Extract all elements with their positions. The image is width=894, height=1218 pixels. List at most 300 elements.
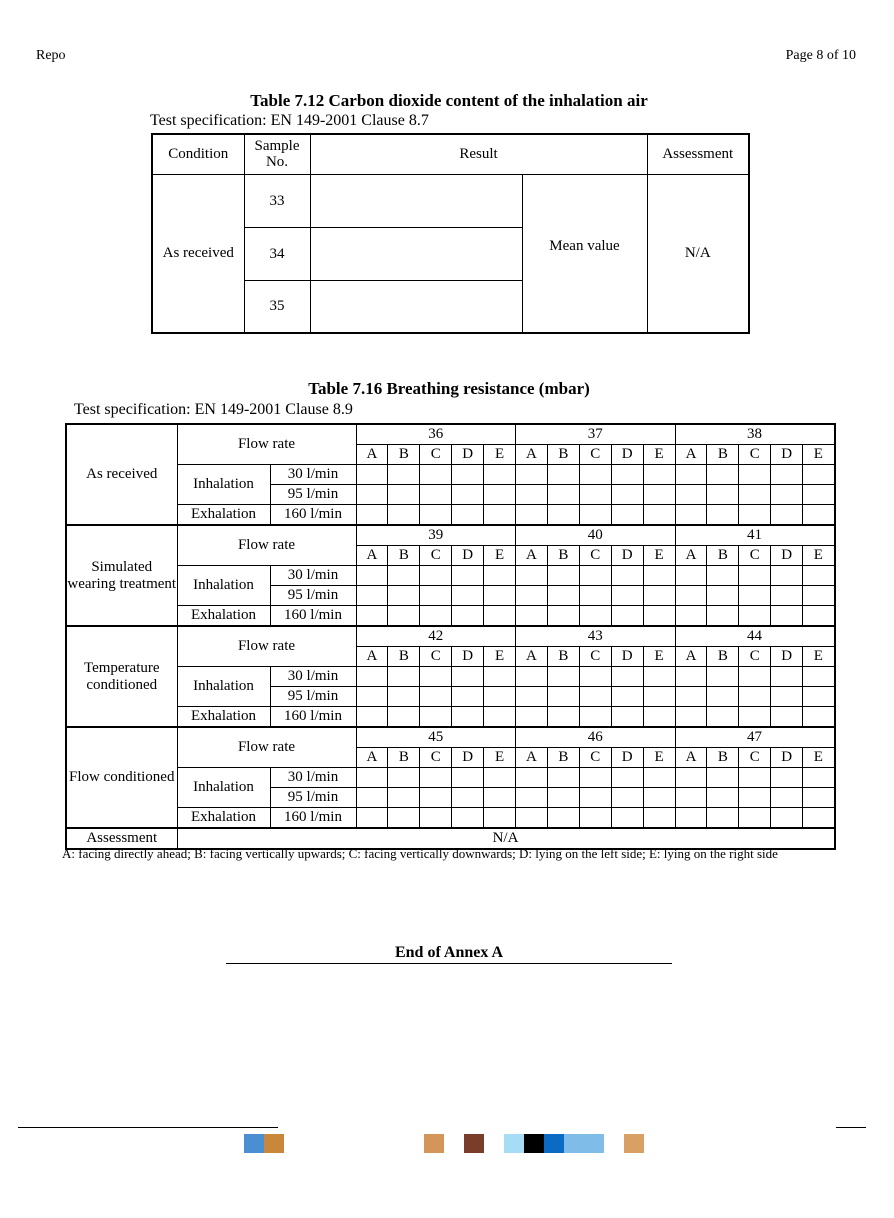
flow-rate-value: 30 l/min xyxy=(270,667,356,687)
assessment-label: Assessment xyxy=(66,828,177,849)
result-cell xyxy=(803,768,835,788)
result-cell xyxy=(516,707,548,728)
result-cell xyxy=(310,174,522,227)
result-cell xyxy=(739,768,771,788)
result-cell xyxy=(310,227,522,280)
position-letter: D xyxy=(611,445,643,465)
sample-number: 45 xyxy=(356,727,516,748)
result-cell xyxy=(516,566,548,586)
position-letter: A xyxy=(675,445,707,465)
position-letter: A xyxy=(516,445,548,465)
result-cell xyxy=(771,788,803,808)
result-cell xyxy=(452,788,484,808)
result-cell xyxy=(420,768,452,788)
result-cell xyxy=(707,566,739,586)
exhalation-label: Exhalation xyxy=(177,606,270,627)
result-cell xyxy=(579,586,611,606)
result-cell xyxy=(579,788,611,808)
result-cell xyxy=(484,606,516,627)
result-cell xyxy=(356,465,388,485)
result-cell xyxy=(707,465,739,485)
exhalation-label: Exhalation xyxy=(177,808,270,829)
result-cell xyxy=(452,687,484,707)
result-cell xyxy=(803,505,835,526)
position-letter: D xyxy=(452,647,484,667)
position-letter: B xyxy=(547,445,579,465)
result-cell xyxy=(707,485,739,505)
result-cell xyxy=(452,667,484,687)
result-cell xyxy=(579,465,611,485)
position-letter: E xyxy=(803,748,835,768)
result-cell xyxy=(484,586,516,606)
result-cell xyxy=(739,465,771,485)
result-cell xyxy=(547,566,579,586)
result-cell xyxy=(356,485,388,505)
flow-rate-value: 160 l/min xyxy=(270,505,356,526)
sample-cell: 33 xyxy=(244,174,310,227)
result-cell xyxy=(611,566,643,586)
result-cell xyxy=(771,808,803,829)
result-cell xyxy=(388,788,420,808)
result-cell xyxy=(611,687,643,707)
result-cell xyxy=(452,808,484,829)
result-cell xyxy=(675,566,707,586)
position-letter: A xyxy=(356,546,388,566)
result-cell xyxy=(675,707,707,728)
result-cell xyxy=(771,586,803,606)
result-cell xyxy=(771,566,803,586)
position-letter: B xyxy=(547,546,579,566)
result-cell xyxy=(356,808,388,829)
result-cell xyxy=(643,808,675,829)
result-cell xyxy=(452,465,484,485)
position-letter: D xyxy=(771,748,803,768)
result-cell xyxy=(484,667,516,687)
result-cell xyxy=(739,667,771,687)
result-cell xyxy=(388,586,420,606)
result-cell xyxy=(771,707,803,728)
result-cell xyxy=(611,485,643,505)
result-cell xyxy=(579,566,611,586)
flow-rate-label: Flow rate xyxy=(177,626,356,667)
result-cell xyxy=(420,586,452,606)
result-cell xyxy=(484,485,516,505)
result-cell xyxy=(771,606,803,627)
sample-number: 36 xyxy=(356,424,516,445)
result-cell xyxy=(547,465,579,485)
result-cell xyxy=(547,687,579,707)
position-letter: B xyxy=(547,647,579,667)
position-letter: A xyxy=(516,546,548,566)
assessment-cell: N/A xyxy=(647,174,749,333)
result-cell xyxy=(356,586,388,606)
position-letter: D xyxy=(452,748,484,768)
result-cell xyxy=(611,808,643,829)
position-letter: C xyxy=(420,647,452,667)
result-cell xyxy=(420,566,452,586)
result-cell xyxy=(771,505,803,526)
position-letter: B xyxy=(547,748,579,768)
result-cell xyxy=(707,667,739,687)
position-letter: A xyxy=(675,647,707,667)
result-cell xyxy=(356,505,388,526)
flow-rate-value: 95 l/min xyxy=(270,586,356,606)
sample-number: 42 xyxy=(356,626,516,647)
result-cell xyxy=(452,586,484,606)
result-cell xyxy=(675,606,707,627)
result-cell xyxy=(356,788,388,808)
result-cell xyxy=(452,606,484,627)
position-letter: C xyxy=(579,445,611,465)
position-letter: E xyxy=(484,445,516,465)
result-cell xyxy=(675,485,707,505)
result-cell xyxy=(420,788,452,808)
result-cell xyxy=(643,788,675,808)
result-cell xyxy=(388,808,420,829)
position-letter: E xyxy=(803,546,835,566)
position-letter: D xyxy=(452,445,484,465)
table-7-12-caption: Table 7.12 Carbon dioxide content of the inhalation air xyxy=(250,91,648,110)
sample-number: 47 xyxy=(675,727,834,748)
result-cell xyxy=(643,586,675,606)
result-cell xyxy=(771,687,803,707)
position-letter: C xyxy=(579,748,611,768)
result-cell xyxy=(547,485,579,505)
result-cell xyxy=(739,485,771,505)
position-letter: C xyxy=(420,445,452,465)
result-cell xyxy=(611,768,643,788)
result-cell xyxy=(516,505,548,526)
result-cell xyxy=(643,606,675,627)
result-cell xyxy=(356,606,388,627)
flow-rate-value: 30 l/min xyxy=(270,465,356,485)
result-cell xyxy=(579,505,611,526)
position-letter: E xyxy=(643,748,675,768)
result-cell xyxy=(452,707,484,728)
result-cell xyxy=(611,505,643,526)
position-letter: E xyxy=(484,546,516,566)
result-cell xyxy=(611,606,643,627)
result-cell xyxy=(388,768,420,788)
header-assessment: Assessment xyxy=(647,134,749,174)
flow-rate-value: 95 l/min xyxy=(270,687,356,707)
result-cell xyxy=(547,808,579,829)
position-letter: E xyxy=(484,748,516,768)
inhalation-label: Inhalation xyxy=(177,465,270,505)
position-letter: B xyxy=(707,445,739,465)
inhalation-label: Inhalation xyxy=(177,667,270,707)
color-block xyxy=(624,1134,644,1153)
position-letter: D xyxy=(771,647,803,667)
assessment-value: N/A xyxy=(177,828,835,849)
position-letter: A xyxy=(516,748,548,768)
result-cell xyxy=(675,667,707,687)
flow-rate-value: 160 l/min xyxy=(270,707,356,728)
page-number: Page 8 of 10 xyxy=(785,48,856,63)
result-cell xyxy=(643,687,675,707)
position-letter: A xyxy=(356,748,388,768)
result-cell xyxy=(611,707,643,728)
table-7-16-caption: Table 7.16 Breathing resistance (mbar) xyxy=(308,379,590,398)
sample-cell: 35 xyxy=(244,280,310,333)
sample-number: 43 xyxy=(516,626,676,647)
result-cell xyxy=(579,606,611,627)
position-letter: E xyxy=(484,647,516,667)
result-cell xyxy=(547,586,579,606)
result-cell xyxy=(484,707,516,728)
position-letter: E xyxy=(803,445,835,465)
position-letter: B xyxy=(707,647,739,667)
result-cell xyxy=(771,485,803,505)
header-condition: Condition xyxy=(152,134,244,174)
sample-number: 41 xyxy=(675,525,834,546)
result-cell xyxy=(803,485,835,505)
result-cell xyxy=(310,280,522,333)
result-cell xyxy=(675,687,707,707)
result-cell xyxy=(803,566,835,586)
result-cell xyxy=(420,505,452,526)
result-cell xyxy=(388,505,420,526)
position-letter: A xyxy=(516,647,548,667)
result-cell xyxy=(675,465,707,485)
result-cell xyxy=(516,687,548,707)
result-cell xyxy=(707,768,739,788)
result-cell xyxy=(547,606,579,627)
result-cell xyxy=(356,667,388,687)
color-block xyxy=(244,1134,264,1153)
position-letter: E xyxy=(643,546,675,566)
header-result: Result xyxy=(310,134,647,174)
result-cell xyxy=(771,667,803,687)
flow-rate-value: 30 l/min xyxy=(270,768,356,788)
end-of-annex: End of Annex A xyxy=(226,944,672,964)
result-cell xyxy=(484,687,516,707)
position-letter: D xyxy=(452,546,484,566)
sample-number: 46 xyxy=(516,727,676,748)
result-cell xyxy=(643,566,675,586)
result-cell xyxy=(675,586,707,606)
position-letter: C xyxy=(579,546,611,566)
result-cell xyxy=(803,687,835,707)
position-letter: C xyxy=(420,546,452,566)
result-cell xyxy=(484,505,516,526)
color-block xyxy=(544,1134,564,1153)
header-sample-no: Sample No. xyxy=(244,134,310,174)
footer-rule-right xyxy=(836,1127,866,1128)
result-cell xyxy=(484,566,516,586)
position-letter: D xyxy=(771,445,803,465)
result-cell xyxy=(388,465,420,485)
position-letter: C xyxy=(739,748,771,768)
result-cell xyxy=(611,586,643,606)
result-cell xyxy=(420,687,452,707)
result-cell xyxy=(452,505,484,526)
result-cell xyxy=(484,768,516,788)
result-cell xyxy=(516,788,548,808)
result-cell xyxy=(643,768,675,788)
footer-rule-left xyxy=(18,1127,278,1128)
result-cell xyxy=(420,667,452,687)
position-letter: C xyxy=(420,748,452,768)
result-cell xyxy=(803,808,835,829)
position-letter: C xyxy=(579,647,611,667)
position-letter: B xyxy=(388,445,420,465)
table-7-12-spec: Test specification: EN 149-2001 Clause 8.7 xyxy=(150,112,429,129)
sample-number: 44 xyxy=(675,626,834,647)
result-cell xyxy=(803,586,835,606)
result-cell xyxy=(388,707,420,728)
result-cell xyxy=(516,667,548,687)
position-letter: D xyxy=(611,546,643,566)
sample-number: 39 xyxy=(356,525,516,546)
result-cell xyxy=(579,808,611,829)
result-cell xyxy=(579,768,611,788)
result-cell xyxy=(516,808,548,829)
flow-rate-value: 95 l/min xyxy=(270,485,356,505)
result-cell xyxy=(579,667,611,687)
result-cell xyxy=(547,667,579,687)
result-cell xyxy=(356,707,388,728)
result-cell xyxy=(420,606,452,627)
position-letter: E xyxy=(803,647,835,667)
result-cell xyxy=(803,465,835,485)
result-cell xyxy=(420,808,452,829)
condition-cell: Simulated wearing treatment xyxy=(66,525,177,626)
position-letter: E xyxy=(643,647,675,667)
mean-value-cell: Mean value xyxy=(522,174,647,333)
position-letter: D xyxy=(611,647,643,667)
position-letter: C xyxy=(739,445,771,465)
color-block xyxy=(584,1134,604,1153)
color-block xyxy=(524,1134,544,1153)
result-cell xyxy=(356,566,388,586)
result-cell xyxy=(643,667,675,687)
result-cell xyxy=(516,586,548,606)
table-7-16-spec: Test specification: EN 149-2001 Clause 8.9 xyxy=(74,401,353,418)
result-cell xyxy=(388,566,420,586)
result-cell xyxy=(388,485,420,505)
flow-rate-value: 95 l/min xyxy=(270,788,356,808)
result-cell xyxy=(707,606,739,627)
result-cell xyxy=(611,667,643,687)
result-cell xyxy=(420,485,452,505)
exhalation-label: Exhalation xyxy=(177,707,270,728)
result-cell xyxy=(803,606,835,627)
result-cell xyxy=(452,566,484,586)
result-cell xyxy=(803,788,835,808)
result-cell xyxy=(516,465,548,485)
result-cell xyxy=(516,485,548,505)
position-letter: A xyxy=(675,748,707,768)
condition-cell: Flow conditioned xyxy=(66,727,177,828)
result-cell xyxy=(611,788,643,808)
result-cell xyxy=(516,606,548,627)
flow-rate-value: 160 l/min xyxy=(270,808,356,829)
result-cell xyxy=(707,707,739,728)
color-block xyxy=(464,1134,484,1153)
position-letter: A xyxy=(356,445,388,465)
color-block xyxy=(424,1134,444,1153)
result-cell xyxy=(675,768,707,788)
co2-content-table xyxy=(151,133,750,334)
result-cell xyxy=(707,505,739,526)
result-cell xyxy=(675,788,707,808)
result-cell xyxy=(771,465,803,485)
result-cell xyxy=(420,465,452,485)
result-cell xyxy=(739,788,771,808)
exhalation-label: Exhalation xyxy=(177,505,270,526)
result-cell xyxy=(547,768,579,788)
result-cell xyxy=(739,687,771,707)
sample-number: 40 xyxy=(516,525,676,546)
result-cell xyxy=(547,788,579,808)
result-cell xyxy=(420,707,452,728)
flow-rate-label: Flow rate xyxy=(177,727,356,768)
flow-rate-label: Flow rate xyxy=(177,525,356,566)
result-cell xyxy=(611,465,643,485)
result-cell xyxy=(452,485,484,505)
result-cell xyxy=(675,808,707,829)
position-letter: D xyxy=(771,546,803,566)
result-cell xyxy=(771,768,803,788)
result-cell xyxy=(707,808,739,829)
position-letter: D xyxy=(611,748,643,768)
color-block xyxy=(504,1134,524,1153)
result-cell xyxy=(707,586,739,606)
position-letter: E xyxy=(643,445,675,465)
condition-cell: As received xyxy=(66,424,177,525)
position-letter: B xyxy=(388,647,420,667)
result-cell xyxy=(707,788,739,808)
sample-number: 38 xyxy=(675,424,834,445)
result-cell xyxy=(739,707,771,728)
position-letter: C xyxy=(739,546,771,566)
position-letter: A xyxy=(675,546,707,566)
sample-number: 37 xyxy=(516,424,676,445)
header-left: Repo xyxy=(36,48,66,63)
result-cell xyxy=(516,768,548,788)
result-cell xyxy=(739,808,771,829)
result-cell xyxy=(388,687,420,707)
result-cell xyxy=(452,768,484,788)
inhalation-label: Inhalation xyxy=(177,566,270,606)
breathing-resistance-table xyxy=(65,423,836,850)
result-cell xyxy=(579,707,611,728)
result-cell xyxy=(547,505,579,526)
position-footnote: A: facing directly ahead; B: facing vertically upwards; C: facing vertically downwards; D: lying on the left side; E: lying on the right side xyxy=(62,846,778,861)
position-letter: B xyxy=(388,748,420,768)
result-cell xyxy=(388,606,420,627)
result-cell xyxy=(739,606,771,627)
result-cell xyxy=(356,687,388,707)
color-block xyxy=(564,1134,584,1153)
result-cell xyxy=(643,465,675,485)
result-cell xyxy=(643,505,675,526)
result-cell xyxy=(547,707,579,728)
result-cell xyxy=(739,586,771,606)
result-cell xyxy=(579,485,611,505)
result-cell xyxy=(739,505,771,526)
result-cell xyxy=(803,667,835,687)
inhalation-label: Inhalation xyxy=(177,768,270,808)
flow-rate-value: 160 l/min xyxy=(270,606,356,627)
flow-rate-label: Flow rate xyxy=(177,424,356,465)
position-letter: B xyxy=(707,748,739,768)
result-cell xyxy=(803,707,835,728)
result-cell xyxy=(388,667,420,687)
result-cell xyxy=(484,788,516,808)
result-cell xyxy=(356,768,388,788)
